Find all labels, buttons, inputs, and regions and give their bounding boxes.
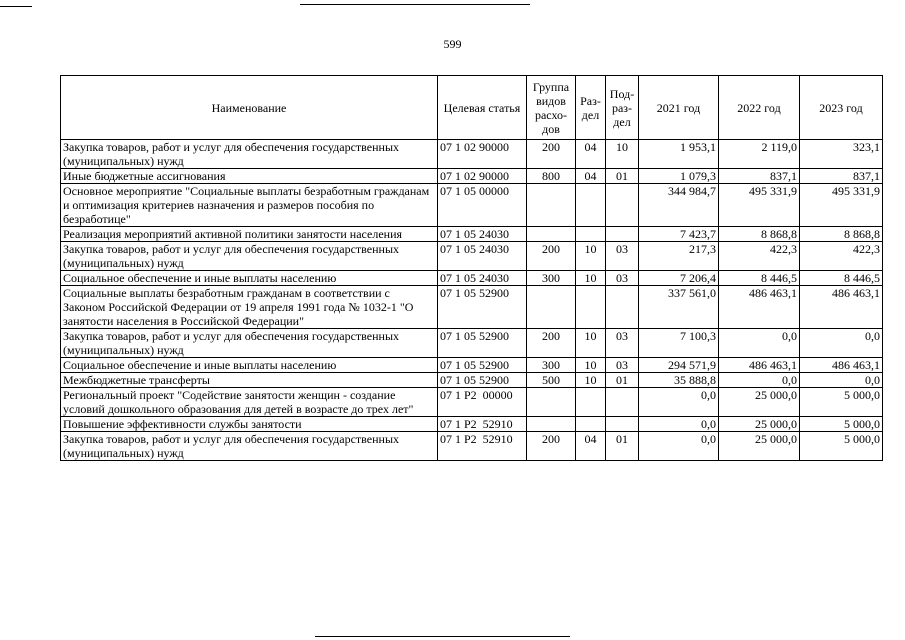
table-row [61,286,883,329]
cell-2021: 0,0 [639,388,719,417]
table-row [61,140,883,169]
cell-name: Основное мероприятие "Социальные выплаты безработным гражданам и оптимизация критериев назначения и размеров пособия по безработице" [61,184,438,227]
cell-group: 200 [527,432,576,461]
cell-2021: 217,3 [639,242,719,271]
cell-target: 07 1 05 24030 [438,242,527,271]
cell-2023: 5 000,0 [800,388,883,417]
table-row [61,432,883,461]
cell-2021: 7 423,7 [639,227,719,242]
cell-name: Закупка товаров, работ и услуг для обеспечения государственных (муниципальных) нужд [61,242,438,271]
cell-name: Региональный проект "Содействие занятости женщин - создание условий дошкольного образования для детей в возрасте до трех лет" [61,388,438,417]
cell-2023: 486 463,1 [800,358,883,373]
cell-subsection: 03 [606,242,639,271]
cell-name: Иные бюджетные ассигнования [61,169,438,184]
cell-2021: 1 079,3 [639,169,719,184]
cell-name: Межбюджетные трансферты [61,373,438,388]
table-row [61,388,883,417]
cell-2022: 422,3 [719,242,800,271]
cell-2023: 837,1 [800,169,883,184]
scan-edge-line [0,6,32,7]
cell-group [527,286,576,329]
header-2021: 2021 год [639,76,719,140]
cell-section: 10 [576,271,606,286]
cell-target: 07 1 P2 52910 [438,417,527,432]
cell-section [576,417,606,432]
cell-target: 07 1 05 52900 [438,329,527,358]
cell-2023: 422,3 [800,242,883,271]
cell-2021: 337 561,0 [639,286,719,329]
cell-group: 800 [527,169,576,184]
cell-name: Закупка товаров, работ и услуг для обеспечения государственных (муниципальных) нужд [61,432,438,461]
table-row [61,373,883,388]
cell-section: 04 [576,140,606,169]
cell-2021: 344 984,7 [639,184,719,227]
cell-2021: 1 953,1 [639,140,719,169]
cell-2021: 0,0 [639,417,719,432]
table-row [61,184,883,227]
cell-name: Закупка товаров, работ и услуг для обеспечения государственных (муниципальных) нужд [61,329,438,358]
cell-target: 07 1 05 52900 [438,286,527,329]
header-group: Группа видов расхо-дов [527,76,576,140]
cell-section: 04 [576,432,606,461]
cell-section: 10 [576,242,606,271]
cell-subsection: 03 [606,358,639,373]
cell-target: 07 1 05 24030 [438,271,527,286]
header-2023: 2023 год [800,76,883,140]
table-row [61,417,883,432]
cell-group [527,184,576,227]
cell-2022: 2 119,0 [719,140,800,169]
cell-2023: 323,1 [800,140,883,169]
cell-2023: 495 331,9 [800,184,883,227]
cell-section [576,227,606,242]
cell-section [576,286,606,329]
cell-2022: 25 000,0 [719,388,800,417]
cell-name: Социальное обеспечение и иные выплаты населению [61,271,438,286]
cell-group [527,417,576,432]
cell-group: 200 [527,140,576,169]
cell-target: 07 1 05 52900 [438,358,527,373]
table-row [61,271,883,286]
cell-subsection [606,388,639,417]
cell-section: 04 [576,169,606,184]
cell-target: 07 1 05 00000 [438,184,527,227]
table-row [61,358,883,373]
cell-group: 200 [527,329,576,358]
cell-2021: 7 206,4 [639,271,719,286]
header-subsection: Под-раз-дел [606,76,639,140]
cell-2022: 0,0 [719,329,800,358]
cell-2023: 0,0 [800,373,883,388]
cell-2022: 0,0 [719,373,800,388]
cell-section [576,388,606,417]
cell-2022: 486 463,1 [719,358,800,373]
cell-2021: 35 888,8 [639,373,719,388]
scan-edge-line [315,636,570,637]
table-row [61,242,883,271]
cell-target: 07 1 P2 52910 [438,432,527,461]
cell-subsection: 01 [606,432,639,461]
cell-subsection: 03 [606,271,639,286]
cell-2022: 837,1 [719,169,800,184]
cell-2021: 294 571,9 [639,358,719,373]
cell-2021: 7 100,3 [639,329,719,358]
cell-group [527,388,576,417]
cell-2023: 8 446,5 [800,271,883,286]
cell-2021: 0,0 [639,432,719,461]
cell-section: 10 [576,329,606,358]
header-target: Целевая статья [438,76,527,140]
cell-subsection [606,286,639,329]
cell-2023: 5 000,0 [800,417,883,432]
table-body [61,140,883,461]
scan-edge-line [300,4,530,5]
cell-2022: 8 868,8 [719,227,800,242]
cell-2022: 495 331,9 [719,184,800,227]
header-section: Раз-дел [576,76,606,140]
cell-subsection [606,184,639,227]
table-header-row [61,76,883,140]
cell-target: 07 1 02 90000 [438,169,527,184]
cell-name: Реализация мероприятий активной политики занятости населения [61,227,438,242]
header-name: Наименование [61,76,438,140]
cell-target: 07 1 05 52900 [438,373,527,388]
cell-2022: 486 463,1 [719,286,800,329]
cell-section: 10 [576,373,606,388]
cell-group [527,227,576,242]
cell-target: 07 1 P2 00000 [438,388,527,417]
cell-section [576,184,606,227]
cell-2022: 25 000,0 [719,417,800,432]
cell-name: Повышение эффективности службы занятости [61,417,438,432]
cell-name: Закупка товаров, работ и услуг для обеспечения государственных (муниципальных) нужд [61,140,438,169]
cell-2022: 25 000,0 [719,432,800,461]
cell-subsection: 03 [606,329,639,358]
cell-group: 300 [527,271,576,286]
cell-name: Социальное обеспечение и иные выплаты населению [61,358,438,373]
cell-group: 200 [527,242,576,271]
cell-2022: 8 446,5 [719,271,800,286]
cell-subsection: 01 [606,169,639,184]
table-row [61,227,883,242]
cell-group: 300 [527,358,576,373]
cell-name: Социальные выплаты безработным гражданам в соответствии с Законом Российской Федерации от 19 апреля 1991 года № 1032-1 "О занятости населения в Российской Федерации" [61,286,438,329]
table-row [61,169,883,184]
budget-table [60,75,883,461]
cell-subsection [606,227,639,242]
table-row [61,329,883,358]
cell-subsection: 10 [606,140,639,169]
cell-2023: 8 868,8 [800,227,883,242]
cell-section: 10 [576,358,606,373]
cell-subsection [606,417,639,432]
cell-2023: 0,0 [800,329,883,358]
cell-2023: 5 000,0 [800,432,883,461]
cell-target: 07 1 05 24030 [438,227,527,242]
page-number: 599 [443,37,462,51]
cell-group: 500 [527,373,576,388]
cell-subsection: 01 [606,373,639,388]
cell-2023: 486 463,1 [800,286,883,329]
header-2022: 2022 год [719,76,800,140]
cell-target: 07 1 02 90000 [438,140,527,169]
